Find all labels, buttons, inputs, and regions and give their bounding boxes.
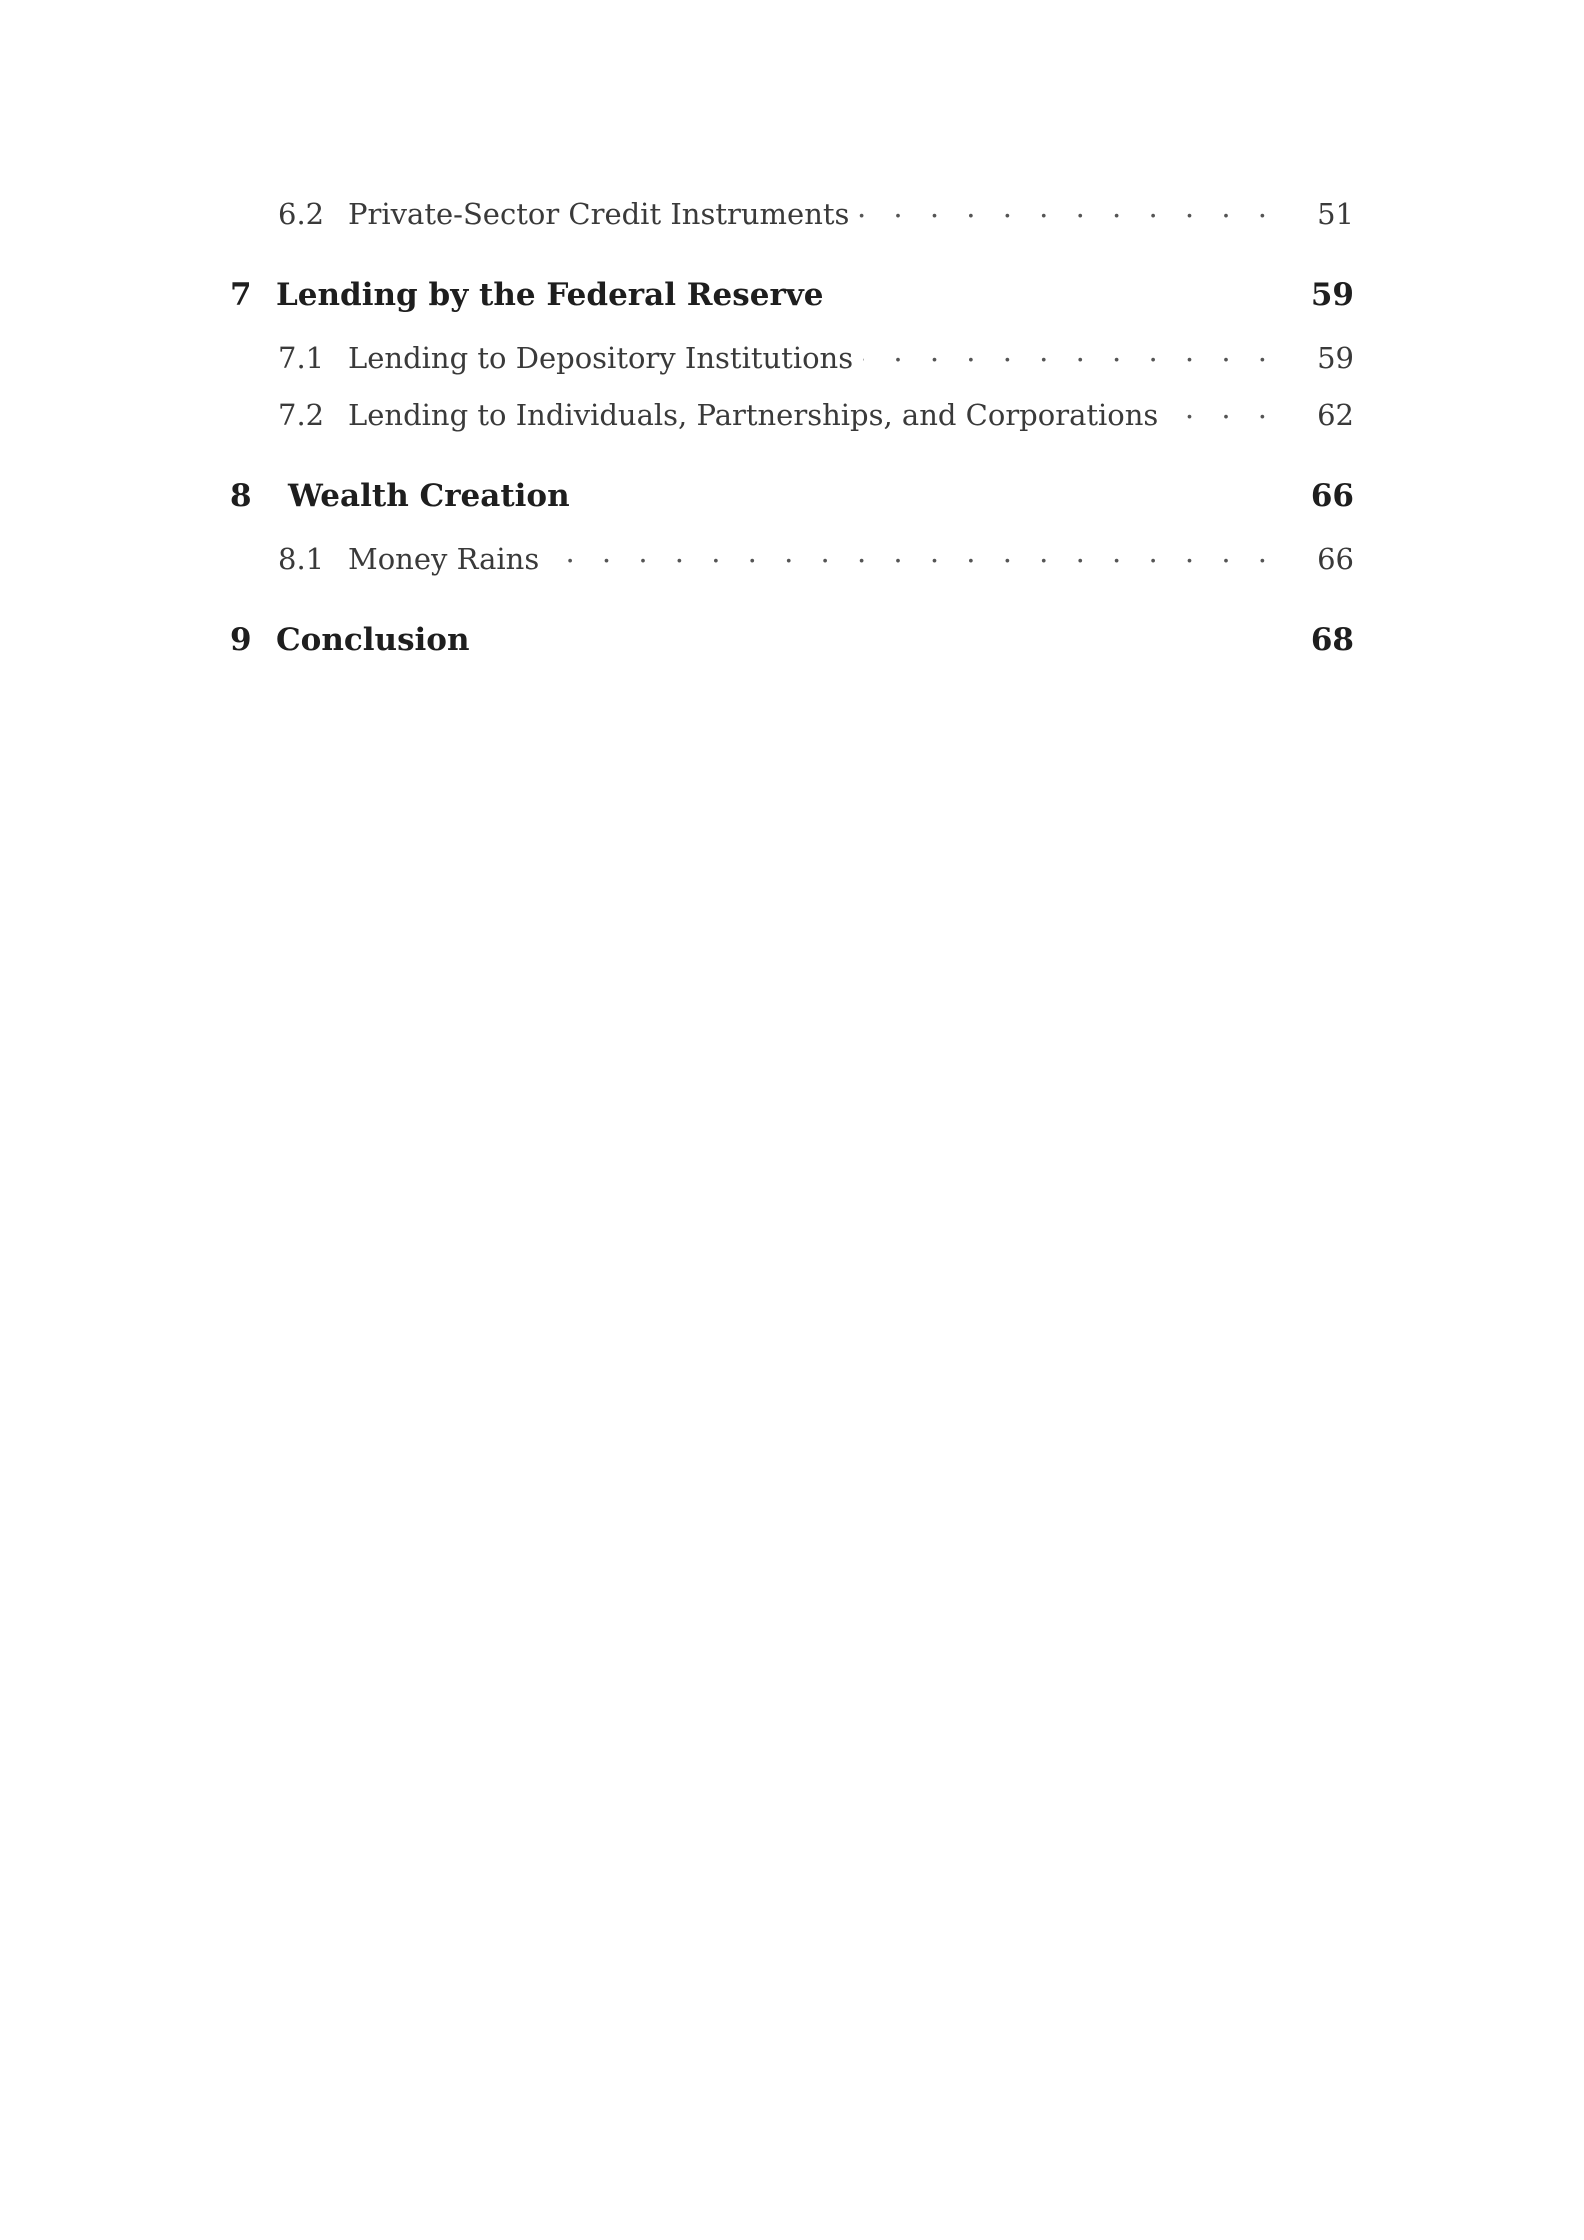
toc-chapter-entry[interactable] (230, 277, 1354, 313)
chapter-number: 7 (230, 277, 252, 313)
section-title: Private-Sector Credit Instruments (348, 197, 850, 231)
page-number: 51 (1317, 197, 1354, 231)
chapter-title: Wealth Creation (288, 478, 570, 514)
chapter-title: Conclusion (276, 622, 470, 658)
page-number: 68 (1310, 622, 1354, 658)
toc-section-entry[interactable] (278, 334, 1354, 375)
dot-leader (859, 190, 1276, 224)
chapter-number: 8 (230, 478, 252, 514)
section-title: Lending to Depository Institutions (348, 341, 854, 375)
page-number: 59 (1317, 341, 1354, 375)
section-number: 7.2 (278, 398, 325, 432)
chapter-number: 9 (230, 622, 252, 658)
page-number: 62 (1317, 398, 1354, 432)
page-number: 59 (1310, 277, 1354, 313)
toc-section-entry[interactable] (278, 391, 1354, 432)
section-number: 7.1 (278, 341, 325, 375)
toc-section-entry[interactable] (278, 535, 1354, 576)
toc-chapter-entry[interactable] (230, 622, 1354, 658)
section-title: Lending to Individuals, Partnerships, and Corporations (348, 398, 1159, 432)
dot-leader (863, 334, 1276, 368)
toc-section-entry[interactable] (278, 190, 1354, 231)
dot-leader (1168, 391, 1276, 425)
section-number: 6.2 (278, 197, 325, 231)
dot-leader (549, 535, 1276, 569)
page-number: 66 (1310, 478, 1354, 514)
toc-chapter-entry[interactable] (230, 478, 1354, 514)
section-number: 8.1 (278, 542, 325, 576)
page-number: 66 (1317, 542, 1354, 576)
chapter-title: Lending by the Federal Reserve (276, 277, 824, 313)
section-title: Money Rains (348, 542, 540, 576)
